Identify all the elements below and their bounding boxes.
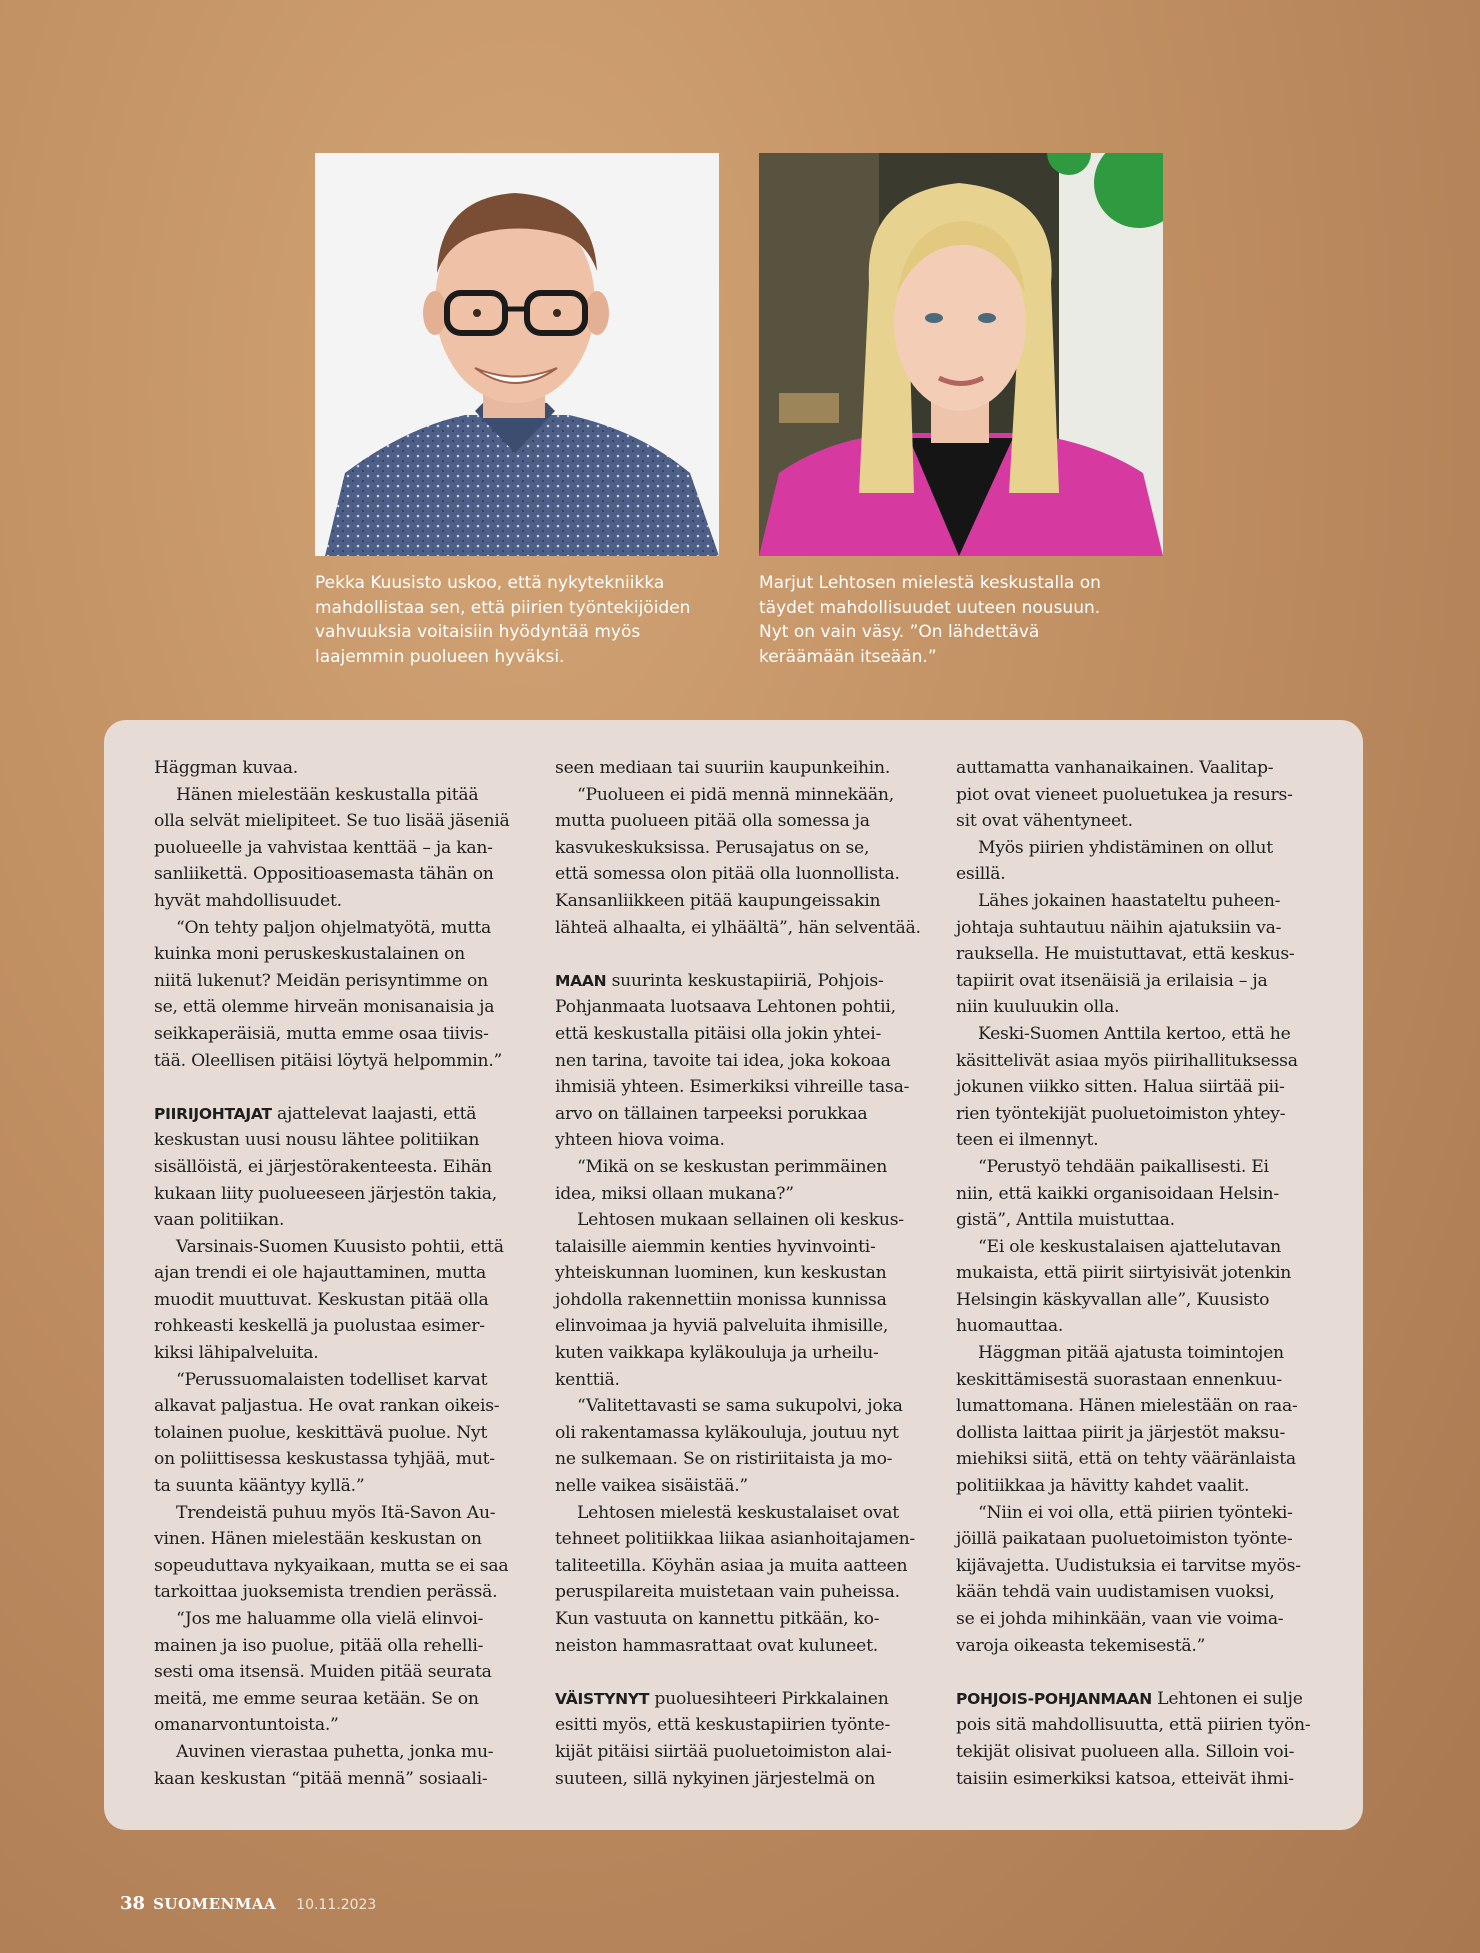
paragraph: Myös piirien yhdistäminen on ollut esillä. [956,837,1273,885]
paragraph: “Ei ole keskustalaisen ajattelutavan mukaista, että piirit siirtyisivät jotenkin Helsingin käskyvallan alle”, Kuusisto huomauttaa. [956,1236,1292,1337]
page-number: 38 [120,1893,146,1914]
photo-pekka-kuusisto [315,153,719,556]
paragraph: Hänen mielestään keskustalla pitää olla selvät mielipiteet. Se tuo lisää jäseniä puolueelle ja vahvistaa kenttää – ja kan- sanliikettä. Oppositioasemasta tähän on hyvät mahdollisuudet. [154,784,510,911]
paragraph: Häggman pitää ajatusta toimintojen keskittämisestä suorastaan ennenkuu- lumattomana. Hänen mielestään on raa- dollista laittaa piirit ja järjestöt maksu- miehiksi siitä, että on tehty vääränlaista politiikkaa ja hävitty kahdet vaalit. [956,1343,1298,1497]
paragraph-text: puoluesihteeri Pirkkalainen esitti myös, että keskustapiirien työnte- kijät pitäisi siirtää puoluetoimiston alai- suuteen, sillä nykyinen järjestelmä on [555,1688,892,1789]
paragraph-with-lead [555,968,923,1154]
paragraph: Häggman kuvaa. [154,758,298,778]
paragraph: Keski-Suomen Anttila kertoo, että he käsittelivät asiaa myös piirihallituksessa jokunen viikko sitten. Halua siirtää pii- rien työntekijät puoluetoimiston yhtey- teen ei ilmennyt. [956,1023,1298,1151]
paragraph: “Jos me haluamme olla vielä elinvoi- mainen ja iso puolue, pitää olla rehelli- sesti oma itsensä. Muiden pitää seurata meitä, me emme seuraa ketään. Se on omanarvontuntoista.” [154,1609,492,1736]
paragraph-with-lead [154,1101,522,1234]
paragraph: seen mediaan tai suuriin kaupunkeihin. [555,758,891,778]
paragraph: Varsinais-Suomen Kuusisto pohtii, että ajan trendi ei ole hajauttaminen, mutta muodit muuttuvat. Keskustan pitää olla rohkeasti keskellä ja puolustaa esimer- kiksi lähipalveluita. [154,1236,504,1364]
article-column-2 [555,755,923,1792]
photo-marjut-lehtonen [759,153,1163,556]
section-lead-word: MAAN [555,971,607,990]
section-lead-word: POHJOIS-POHJANMAAN [956,1689,1152,1708]
article-column-1 [154,755,522,1792]
paragraph-text: ajattelevat laajasti, että keskustan uusi nousu lähtee politiikan sisällöistä, ei järjestörakenteesta. Eihän kukaan liity puolueeseen järjestön takia, vaan politiikan. [154,1103,497,1231]
paragraph: “Valitettavasti se sama sukupolvi, joka oli rakentamassa kyläkouluja, joutuu nyt ne sulkemaan. Se on ristiriitaista ja mo- nelle vaikea sisäistää.” [555,1396,903,1497]
section-lead-word: PIIRIJOHTAJAT [154,1104,272,1123]
section-lead-word: VÄISTYNYT [555,1689,650,1708]
paragraph-text: suurinta keskustapiiriä, Pohjois- Pohjanmaata luotsaava Lehtonen pohtii, että keskustalla pitäisi olla jokin yhtei- nen tarina, tavoite tai idea, joka kokoaa ihmisiä yhteen. Esimerkiksi vihreille tasa- arvo on tällainen tarpeeksi porukkaa yhteen hiova voima. [555,970,910,1151]
paragraph: Lähes jokainen haastateltu puheen- johtaja suhtautuu näihin ajatuksiin va- rauksella. He muistuttavat, että keskus- tapiirit ovat itsenäisiä ja erilaisia – ja niin kuuluukin olla. [956,890,1295,1018]
article-column-3 [956,755,1324,1792]
paragraph-with-lead [555,1686,923,1792]
paragraph: “Mikä on se keskustan perimmäinen idea, miksi ollaan mukana?” [555,1156,888,1204]
paragraph: Auvinen vierastaa puhetta, jonka mu- kaan keskustan “pitää mennä” sosiaali- [154,1741,494,1789]
paragraph: “Perustyö tehdään paikallisesti. Ei niin, että kaikki organisoidaan Helsin- gistä”, Anttila muistuttaa. [956,1156,1279,1231]
paragraph: “Perussuomalaisten todelliset karvat alkavat paljastua. He ovat rankan oikeis- tolainen puolue, keskittävä puolue. Nyt on poliittisessa keskustassa tyhjää, mut- ta suunta kääntyy kyllä.” [154,1369,500,1497]
paragraph-with-lead [956,1686,1324,1792]
photo-caption-left: Pekka Kuusisto uskoo, että nykytekniikka mahdollistaa sen, että piirien työntekijöiden vahvuuksia voitaisiin hyödyntää myös laajemmin puolueen hyväksi. [315,573,691,667]
paragraph: Lehtosen mielestä keskustalaiset ovat tehneet politiikkaa liikaa asianhoitajamen- taliteetilla. Köyhän asiaa ja muita aatteen peruspilareita muistetaan vain puheissa. Kun vastuuta on kannettu pitkään, ko- neiston hammasrattaat ovat kuluneet. [555,1502,915,1656]
paragraph: “Niin ei voi olla, että piirien työnteki- jöillä paikataan puoluetoimiston työnte- kijävajetta. Uudistuksia ei tarvitse myös- kään tehdä vain uudistamisen vuoksi, se ei johda mihinkään, vaan vie voima- varoja oikeasta tekemisestä.” [956,1502,1301,1656]
paragraph: “On tehty paljon ohjelmatyötä, mutta kuinka moni peruskeskustalainen on niitä lukenut? Meidän perisyntimme on se, että olemme hirveän monisanaisia ja seikkaperäisiä, mutta emme osaa tiivis- tää. Oleellisen pitäisi löytyä helpommin.” [154,917,503,1071]
photo-caption-right: Marjut Lehtosen mielestä keskustalla on täydet mahdollisuudet uuteen nousuun. Nyt on vain väsy. ”On lähdettävä keräämään itseään.” [759,573,1101,667]
paragraph-text: Lehtonen ei sulje pois sitä mahdollisuutta, että piirien työn- tekijät olisivat puolueen alla. Silloin voi- taisiin esimerkiksi katsoa, etteivät ihmi- [956,1688,1311,1789]
paragraph: Trendeistä puhuu myös Itä-Savon Au- vinen. Hänen mielestään keskustan on sopeuduttava nykyaikaan, mutta se ei saa tarkoittaa juoksemista trendien perässä. [154,1502,509,1603]
issue-date: 10.11.2023 [296,1897,377,1913]
magazine-name: SUOMENMAA [153,1895,277,1913]
paragraph: Lehtosen mukaan sellainen oli keskus- talaisille aiemmin kenties hyvinvointi- yhteiskunnan luominen, kun keskustan johdolla rakennettiin monissa kunnissa elinvoimaa ja hyviä palveluita ihmisille, kuten vaikkapa kyläkouluja ja urheilu- kenttiä. [555,1210,904,1390]
page-footer [120,1893,376,1914]
paragraph: auttamatta vanhanaikainen. Vaalitap- piot ovat vieneet puoluetukea ja resurs- sit ovat vähentyneet. [956,758,1293,832]
paragraph: “Puolueen ei pidä mennä minnekään, mutta puolueen pitää olla somessa ja kasvukeskuksissa. Perusajatus on se, että somessa olon pitää olla luonnollista. Kansanliikkeen pitää kaupungeissakin lähteä alhaalta, ei ylhäältä”, hän selventää. [555,784,921,938]
